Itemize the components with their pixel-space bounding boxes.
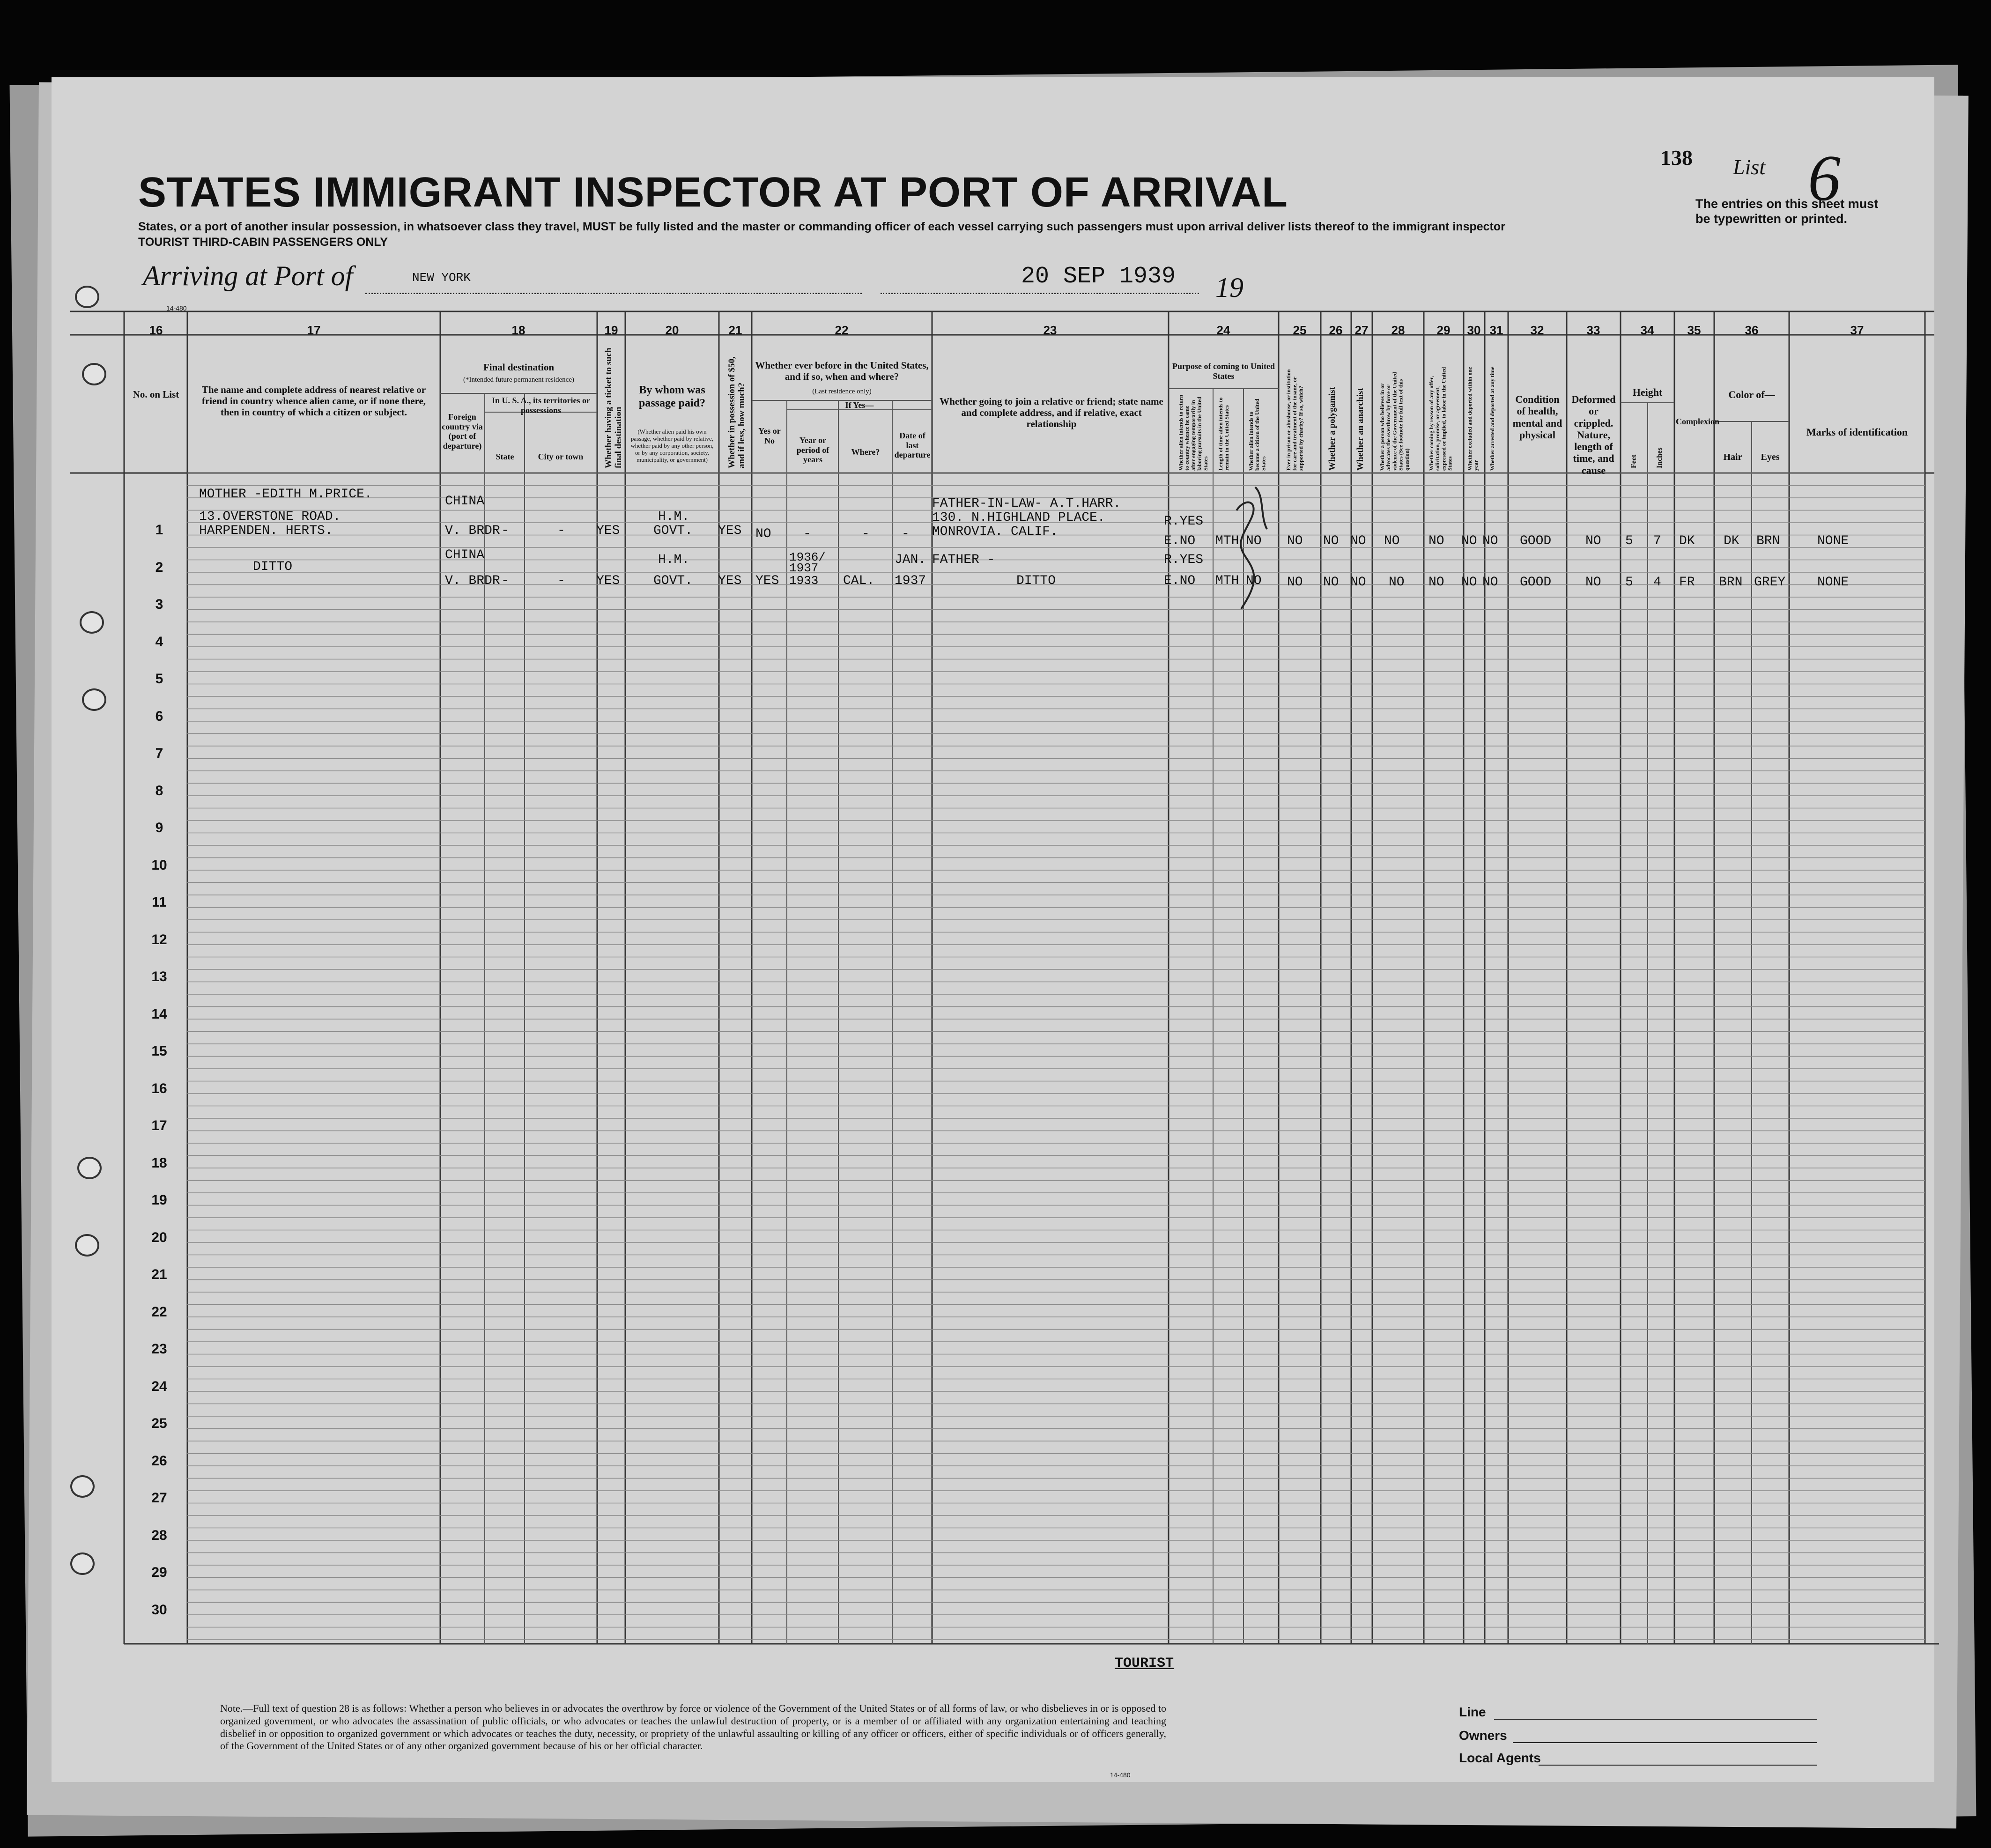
entry-eyes: GREY (1754, 575, 1786, 590)
header-height: Height (1632, 386, 1663, 398)
owners-field (1513, 1742, 1817, 1743)
row-number: 15 (151, 1043, 167, 1059)
entry-foreign-port: V. BRDR (445, 524, 500, 538)
row-number: 19 (151, 1192, 167, 1208)
entry-paid-by: H.M. (658, 510, 690, 524)
header-hair: Hair (1723, 452, 1742, 462)
row-number: 4 (155, 634, 163, 650)
entry-excluded: NO (1461, 534, 1477, 548)
column-number: 21 (728, 323, 742, 337)
row-number: 8 (155, 783, 163, 798)
header-joining-relative: Whether going to join a relative or friend; state name and complete address, and if relative, exact relationship (940, 396, 1163, 430)
row-number: 25 (151, 1416, 167, 1431)
port-name: NEW YORK (412, 271, 471, 285)
entry-purpose-length: MTH (1215, 574, 1239, 588)
entry-feet: 5 (1625, 534, 1633, 548)
header-passenger-class: TOURIST THIRD-CABIN PASSENGERS ONLY (138, 236, 388, 249)
year-prefix: 19 (1215, 272, 1243, 303)
entry-marks: NONE (1817, 575, 1849, 590)
footnote-question-28: Note.—Full text of question 28 is as follows: Whether a person who believes in or advocates the overthrow by force or violence of the Government of the United States or of all forms of law, or who disbelieves in or is opposed to organized government, or who advocates the assassination of public officials, or who advocates or teaches the unlawful destruction of property, or is a member of or affiliated with any organization entertaining and teaching disbelief in or opposition to organized government or which advocates or teaches the duty, necessity, or propriety of the unlawful assaulting or killing of any officer or officers, either of specific individuals or of officers generally, of the Government of the United States or of any other organized government because of his or her official character. (220, 1702, 1166, 1752)
form-number-top: 14-480 (166, 304, 187, 312)
entry-fifty: YES (718, 524, 742, 538)
column-number: 23 (1043, 323, 1057, 337)
entry-foreign-port: V. BRDR (445, 574, 500, 588)
entry-purpose-length: MTH (1215, 534, 1239, 548)
column-number: 28 (1391, 323, 1405, 337)
entry-hair: DK (1724, 534, 1739, 548)
row-number: 2 (155, 559, 163, 575)
column-number: 34 (1640, 323, 1654, 337)
entry-health: GOOD (1520, 534, 1552, 548)
form-number-bottom: 14-480 (1110, 1771, 1131, 1779)
header-health: Condition of health, mental and physical (1512, 393, 1562, 441)
row-number: 9 (155, 820, 163, 835)
header-purpose: Purpose of coming to United States (1172, 362, 1275, 381)
header-instructions: States, or a port of another insular possession, in whatsoever class they travel, MUST be fully listed and the master or commanding officer of each vessel carrying such passengers must upon arrival deliver lists thereof to the immigrant inspector (138, 220, 1505, 233)
column-number: 22 (835, 323, 849, 337)
entry-before: YES (755, 574, 779, 588)
entry-deformed: NO (1585, 575, 1601, 590)
entry-years: 1937 (789, 561, 819, 575)
header-excluded: Whether excluded and deported within one year (1466, 367, 1480, 471)
entry-departure: JAN. (895, 553, 926, 567)
entry-arrested: NO (1482, 534, 1498, 548)
row-number: 18 (151, 1155, 167, 1171)
header-relative-address: The name and complete address of nearest relative or friend in country whence alien came, or if none there, then in country of which a citizen or subject. (201, 384, 426, 418)
entry-years: 1936/ (789, 550, 826, 564)
list-number-handwritten: 6 (1808, 142, 1841, 214)
entry-overthrow: NO (1389, 575, 1405, 590)
column-number: 31 (1489, 323, 1503, 337)
entry-purpose-return: R.YES (1164, 553, 1204, 567)
entry-relative-line: HARPENDEN. HERTS. (199, 524, 333, 538)
entry-inches: 4 (1653, 575, 1661, 590)
header-city: City or town (538, 452, 584, 461)
entry-relative-line: 13.OVERSTONE ROAD. (199, 510, 341, 524)
entry-foreign-country: CHINA (445, 494, 485, 509)
header-eyes: Eyes (1761, 452, 1780, 462)
entry-inches: 7 (1653, 534, 1661, 548)
entry-excluded: NO (1461, 575, 1477, 590)
header-ever-before-sub: (Last residence only) (812, 388, 872, 395)
entry-before: NO (755, 527, 771, 541)
header-state: State (496, 452, 514, 461)
entry-departure: 1937 (895, 574, 926, 588)
column-number: 30 (1467, 323, 1481, 337)
header-passage-paid-sub: (Whether alien paid his own passage, whether paid by relative, whether paid by any other person, or by any corporation, society, municipality, or government) (630, 428, 714, 463)
entry-years: 1933 (789, 574, 819, 588)
entry-prison: NO (1287, 575, 1303, 590)
local-agents-label: Local Agents (1459, 1751, 1541, 1765)
column-number: 18 (511, 323, 526, 337)
row-number: 28 (151, 1527, 167, 1543)
entry-health: GOOD (1520, 575, 1552, 590)
header-ever-before: Whether ever before in the United States, and if so, when and where? (755, 360, 929, 383)
header-color-of: Color of— (1728, 389, 1775, 400)
header-anarchist: Whether an anarchist (1355, 388, 1365, 471)
entry-anarchist: NO (1350, 575, 1366, 590)
binder-hole (82, 688, 106, 711)
entry-where: - (862, 527, 870, 541)
binder-hole (75, 286, 99, 308)
entry-arrested: NO (1482, 575, 1498, 590)
row-number: 30 (151, 1602, 167, 1618)
owners-label: Owners (1459, 1728, 1507, 1743)
entry-years: - (803, 527, 811, 541)
header-fifty-dollars: Whether in possession of $50, and if less, how much? (727, 356, 747, 468)
header-prison: Ever in prison or almshouse, or institution for care and treatment of the insane, or supported by charity? If so, which? (1285, 369, 1304, 471)
binder-hole (70, 1475, 95, 1498)
entry-purpose-return: E.NO (1164, 534, 1196, 548)
header-if-yes: If Yes— (845, 400, 874, 410)
entry-purpose-citizen: NO (1246, 574, 1262, 588)
binder-hole (82, 363, 106, 385)
typewritten-notice-1: The entries on this sheet must (1695, 197, 1879, 211)
entry-eyes: BRN (1756, 534, 1780, 548)
row-number: 26 (151, 1453, 167, 1469)
entry-ticket: YES (596, 574, 620, 588)
header-purpose-length: Length of time alien intends to remain in the United States (1217, 397, 1230, 471)
header-feet: Feet (1630, 454, 1638, 468)
column-number: 19 (604, 323, 618, 337)
header-last-departure: Date of last departure (894, 431, 931, 460)
row-number: 11 (152, 894, 167, 910)
column-number: 26 (1329, 323, 1343, 337)
entry-relative-line: MOTHER -EDITH M.PRICE. (199, 487, 372, 502)
row-number: 14 (151, 1006, 167, 1022)
row-number: 17 (151, 1118, 167, 1133)
typewritten-notice-2: be typewritten or printed. (1695, 212, 1848, 226)
entry-offer: NO (1428, 575, 1444, 590)
row-number: 3 (155, 597, 163, 612)
row-number: 1 (155, 522, 163, 538)
header-arrested: Whether arrested and deported at any time (1489, 366, 1495, 471)
entry-anarchist: NO (1350, 534, 1366, 548)
entry-offer: NO (1428, 534, 1444, 548)
entry-joining-line: FATHER-IN-LAW- A.T.HARR. (932, 496, 1121, 511)
row-number: 24 (151, 1378, 167, 1394)
column-number: 24 (1216, 323, 1230, 337)
list-label: List (1733, 155, 1766, 179)
header-purpose-citizen: Whether alien intends to become a citizen of the United States (1248, 399, 1267, 471)
row-number: 5 (155, 671, 163, 687)
row-number: 10 (151, 857, 167, 873)
header-yes-no: Yes or No (758, 426, 781, 445)
entry-where: CAL. (843, 574, 875, 588)
entry-purpose-citizen: NO (1246, 534, 1262, 548)
entry-joining-line: 130. N.HIGHLAND PLACE. (932, 510, 1105, 525)
header-in-usa: In U. S. A., its territories or possessions (492, 396, 590, 415)
entry-complexion: FR (1679, 575, 1695, 590)
column-number: 20 (665, 323, 679, 337)
binder-hole (75, 1234, 99, 1257)
entry-overthrow: NO (1384, 534, 1400, 548)
column-number: 33 (1586, 323, 1600, 337)
header-polygamist: Whether a polygamist (1327, 386, 1337, 471)
header-final-destination-sub: (*Intended future permanent residence) (463, 376, 574, 384)
entry-state: - (501, 574, 509, 588)
entry-city: - (557, 574, 565, 588)
entry-purpose-return: R.YES (1164, 514, 1204, 529)
header-marks: Marks of identification (1806, 426, 1908, 438)
header-where: Where? (851, 447, 880, 457)
entry-paid-by: GOVT. (653, 574, 693, 588)
entry-paid-by: H.M. (658, 553, 690, 567)
column-number: 25 (1293, 323, 1307, 337)
sheet-number: 138 (1660, 146, 1693, 170)
header-offer-labor: Whether coming by reason of any offer, solicitation, promise, or agreement, expressed or implied, to labor in the United States (1428, 367, 1453, 471)
column-number: 29 (1436, 323, 1451, 337)
arrival-date-stamp: 20 SEP 1939 (1021, 263, 1176, 290)
entry-joining-line: MONROVIA. CALIF. (932, 525, 1058, 539)
entry-joining-line: FATHER - (932, 553, 995, 567)
row-number: 29 (151, 1565, 167, 1580)
row-number: 20 (151, 1229, 167, 1245)
row-number: 21 (151, 1267, 167, 1282)
entry-city: - (557, 524, 565, 538)
column-number: 16 (149, 323, 163, 337)
header-complexion: Complexion (1676, 417, 1720, 426)
header-deformed: Deformed or crippled. Nature, length of time, and cause (1571, 393, 1616, 476)
tourist-label: TOURIST (1115, 1656, 1174, 1671)
entry-departure: - (902, 527, 910, 541)
line-label: Line (1459, 1705, 1486, 1719)
column-number: 36 (1745, 323, 1759, 337)
entry-prison: NO (1287, 534, 1303, 548)
page-title: STATES IMMIGRANT INSPECTOR AT PORT OF ARRIVAL (138, 169, 1288, 216)
entry-joining-line: DITTO (1016, 574, 1056, 588)
entry-complexion: DK (1679, 534, 1695, 548)
entry-marks: NONE (1817, 534, 1849, 548)
binder-hole (77, 1157, 102, 1179)
header-purpose-return: Whether alien intends to return to country whence he came after engaging temporarily in laboring pursuits in the United States (1177, 394, 1209, 471)
entry-ticket: YES (596, 524, 620, 538)
entry-state: - (501, 524, 509, 538)
column-number: 35 (1687, 323, 1701, 337)
entry-purpose-return: E.NO (1164, 574, 1196, 588)
header-overthrow: Whether a person who believes in or advocates the overthrow by force or violence of the Government of the United States (See footnote for full text of this question) (1379, 372, 1410, 471)
binder-hole (70, 1552, 95, 1575)
entry-polygamist: NO (1323, 534, 1339, 548)
entry-deformed: NO (1585, 534, 1601, 548)
entry-foreign-country: CHINA (445, 548, 485, 562)
row-number: 16 (151, 1080, 167, 1096)
header-foreign-country: Foreign country via (port of departure) (442, 412, 483, 451)
row-number: 7 (155, 746, 163, 761)
header-passage-paid: By whom was passage paid? (638, 384, 706, 409)
header-final-destination: Final destination (483, 362, 555, 373)
row-number: 13 (151, 969, 167, 984)
header-no-on-list: No. on List (133, 389, 179, 400)
header-ticket: Whether having a ticket to such final destination (604, 347, 623, 468)
row-number: 23 (151, 1341, 167, 1357)
entry-feet: 5 (1625, 575, 1633, 590)
arriving-label: Arriving at Port of (143, 260, 353, 291)
header-inches: Inches (1656, 447, 1664, 468)
header-years: Year or period of years (796, 436, 829, 465)
entry-polygamist: NO (1323, 575, 1339, 590)
local-agents-field (1539, 1765, 1817, 1766)
column-number: 37 (1850, 323, 1864, 337)
row-number: 27 (151, 1490, 167, 1506)
binder-hole (80, 611, 104, 634)
row-number: 6 (155, 708, 163, 724)
entry-paid-by: GOVT. (653, 524, 693, 538)
column-number: 27 (1354, 323, 1369, 337)
column-number: 32 (1530, 323, 1544, 337)
entry-relative-line: DITTO (253, 560, 293, 574)
row-number: 12 (151, 931, 167, 947)
entry-hair: BRN (1719, 575, 1743, 590)
column-number: 17 (307, 323, 321, 337)
row-number: 22 (151, 1304, 167, 1320)
line-field (1494, 1719, 1817, 1720)
entry-fifty: YES (718, 574, 742, 588)
